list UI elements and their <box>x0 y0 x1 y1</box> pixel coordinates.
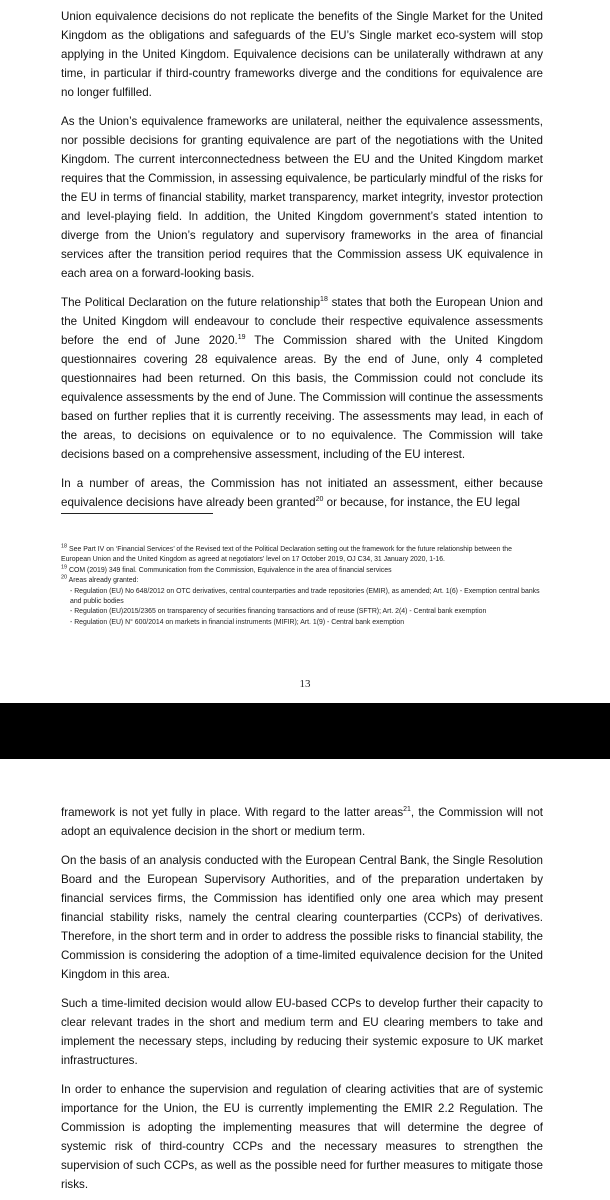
page-break-bar <box>0 703 610 759</box>
footnote-19 <box>61 566 541 576</box>
paragraph-ccp-risk: On the basis of an analysis conducted with the European Central Bank, the Single Resolution Board and the European Supervisory Authorities, and of the preparation undertaken by financial services firms, the Commission has identified only one area which may present financial stability risks, namely the central clearing counterparties (CCPs) of derivatives. Therefore, in the short term and in order to address the possible risks to financial stability, the Commission is considering the adoption of a time-limited equivalence decision for the United Kingdom in this area. <box>61 854 543 981</box>
paragraph-emir-2-2: In order to enhance the supervision and regulation of clearing activities that are of systemic importance for the Union, the EU is currently implementing the EMIR 2.2 Regulation. The Commission is adopting the implementing measures that will determine the degree of systemic risk of third-country CCPs and the necessary measures to strengthen the supervision of such CCPs, as well as the possible need for further measures to mitigate those risks. <box>61 1083 543 1191</box>
text-segment: The Commission shared with the United Kingdom questionnaires covering 28 equivalence areas. By the end of June, only 4 completed questionnaires had been returned. On this basis, the Commission could not conclude its equivalence assessments by the end of June. The Commission will continue the assessments based on further replies that it is currently receiving. The assessments may lead, in each of the areas, to decisions on equivalence or to no equivalence. The Commission will take decisions based on a comprehensive assessment, including of the EU interest. <box>61 334 543 461</box>
footnote-20-item-mifir: - Regulation (EU) N° 600/2014 on markets in financial instruments (MIFIR); Art. 1(9) - Central bank exemption <box>70 618 405 626</box>
footnote-20-item-emir: - Regulation (EU) No 648/2012 on OTC derivatives, central counterparties and trade repositories (EMIR), as amended; Art. 1(6) - Exemption central banks and public bodies <box>70 587 540 606</box>
footnote-number: 19 <box>61 564 68 571</box>
text-segment: In a number of areas, the Commission has not initiated an assessment, either because equivalence decisions have already been granted <box>61 477 543 509</box>
footnote-text: See Part IV on ‘Financial Services’ of the Revised text of the Political Declaration setting out the framework for the future relationship between the European Union and the United Kingdom as agreed at negotiators’ level on 17 October 2019, OJ C34, 31 January 2020, 1-16. <box>61 546 512 564</box>
footnote-ref-19[interactable]: 19 <box>237 334 246 342</box>
footnote-text: COM (2019) 349 final. Communication from the Commission, Equivalence in the area of financial services <box>67 566 392 574</box>
text-segment: or because, for instance, the EU legal <box>323 496 520 509</box>
page-13-body <box>61 7 543 512</box>
footnote-separator <box>61 513 213 514</box>
footnote-text: Areas already granted: <box>67 577 139 585</box>
footnote-20-item-sftr: - Regulation (EU)2015/2365 on transparency of securities financing transactions and of reuse (SFTR); Art. 2(4) - Central bank exemption <box>70 608 487 616</box>
text-segment: states that both the European Union and the United Kingdom will endeavour to conclude their respective equivalence assessments before the end of June 2020. <box>61 296 543 347</box>
footnote-number: 20 <box>61 574 68 581</box>
footnote-ref-20[interactable]: 20 <box>315 496 324 504</box>
document-page-14 <box>0 759 610 1200</box>
footnote-20 <box>61 576 541 586</box>
footnote-ref-18[interactable]: 18 <box>320 296 328 304</box>
page-number: 13 <box>299 678 311 690</box>
paragraph-equivalence-limits: Union equivalence decisions do not replicate the benefits of the Single Market for the United Kingdom as the obligations and safeguards of the EU’s Single market eco-system will stop applying in the United Kingdom. Equivalence decisions can be unilaterally withdrawn at any time, in particular if third-country frameworks diverge and the conditions for equivalence are no longer fulfilled. <box>61 10 543 99</box>
paragraph-time-limited-decision: Such a time-limited decision would allow EU-based CCPs to develop further their capacity to clear relevant trades in the short and medium term and EU clearing members to take and implement the necessary steps, including by reducing their systemic exposure to UK market infrastructures. <box>61 997 543 1067</box>
paragraph-unilateral-frameworks: As the Union’s equivalence frameworks are unilateral, neither the equivalence assessments, nor possible decisions for granting equivalence are part of the negotiations with the United Kingdom. The current interconnectedness between the EU and the United Kingdom market requires that the Commission, in assessing equivalence, be particularly mindful of the risks for the EU in terms of financial stability, market transparency, market integrity, investor protection and level-playing field. In addition, the United Kingdom government’s stated intention to diverge from the Union’s regulatory and supervisory frameworks in the area of financial services after the transition period requires that the Commission assess UK equivalence in each area on a forward-looking basis. <box>61 115 543 280</box>
footnote-number: 18 <box>61 543 68 550</box>
text-segment: The Political Declaration on the future relationship <box>61 296 321 309</box>
footnote-18 <box>61 545 541 566</box>
paragraph-framework-not-in-place <box>61 803 543 841</box>
footnote-ref-21[interactable]: 21 <box>403 806 411 814</box>
text-segment: framework is not yet fully in place. With regard to the latter areas <box>61 806 404 819</box>
page-14-body <box>61 803 543 1194</box>
footnotes <box>61 545 541 628</box>
text-segment: , the Commission will not adopt an equivalence decision in the short or medium term. <box>61 806 543 838</box>
paragraph-areas-not-assessed <box>61 474 543 512</box>
paragraph-political-declaration <box>61 293 543 464</box>
